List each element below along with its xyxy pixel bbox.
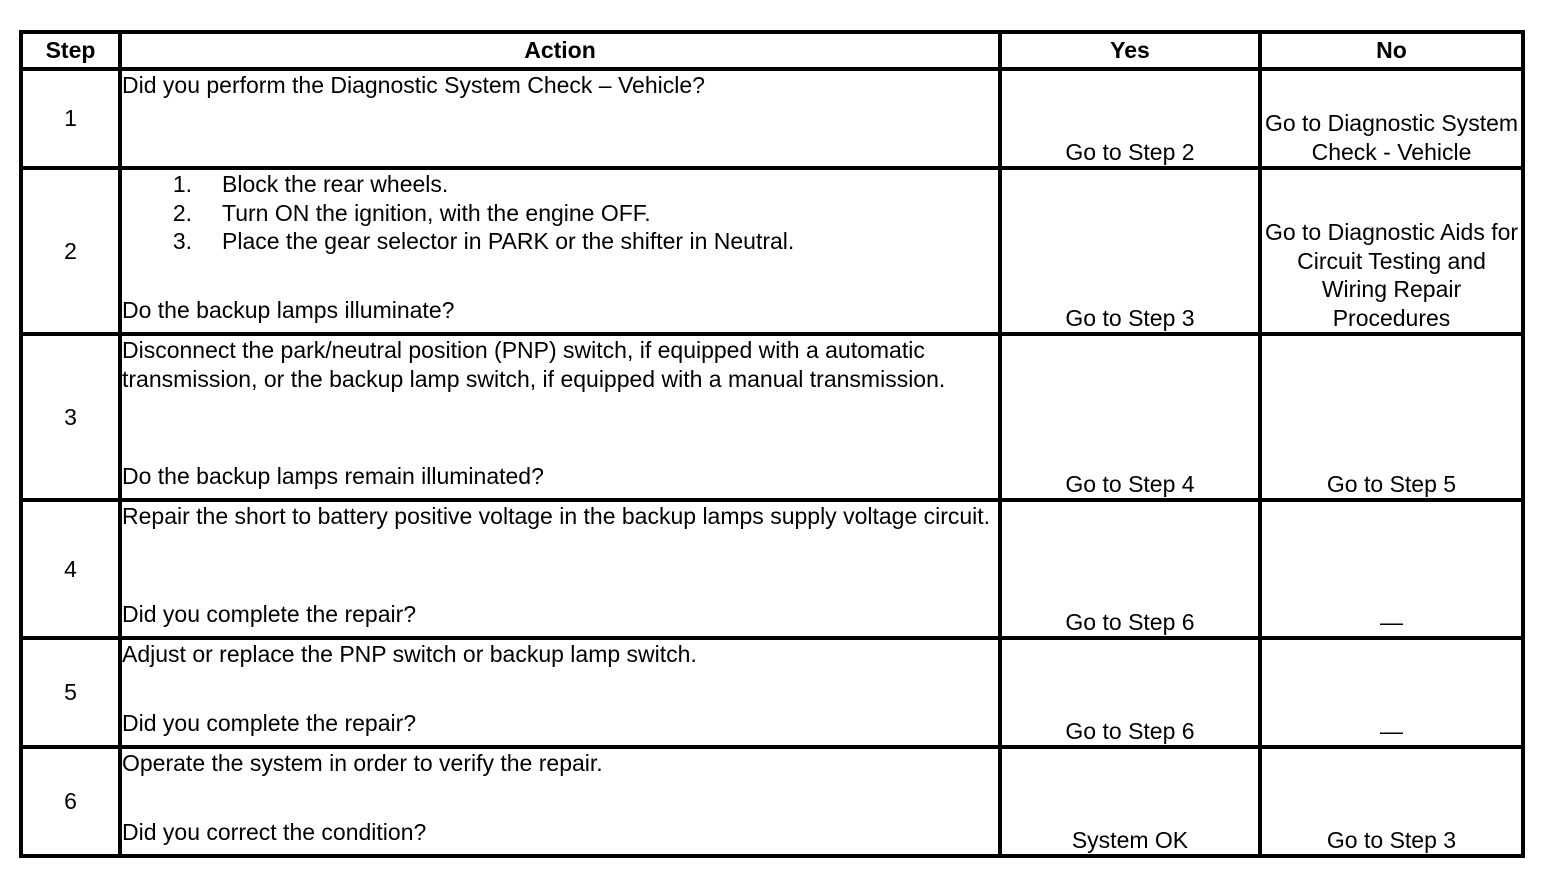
- action-cell: [120, 168, 1000, 334]
- action-cell: [120, 334, 1000, 500]
- header-action: Action: [120, 32, 1000, 69]
- table-row: [21, 500, 1523, 638]
- yes-cell: Go to Step 3: [1000, 168, 1260, 334]
- yes-cell: Go to Step 6: [1000, 500, 1260, 638]
- no-cell: Go to Step 5: [1260, 334, 1523, 500]
- yes-cell: System OK: [1000, 747, 1260, 856]
- no-cell: —: [1260, 638, 1523, 747]
- action-question: Did you correct the condition?: [122, 818, 427, 845]
- action-instruction: Adjust or replace the PNP switch or backup lamp switch.: [122, 641, 697, 667]
- header-no: No: [1260, 32, 1523, 69]
- no-cell: Go to Step 3: [1260, 747, 1523, 856]
- no-cell: Go to Diagnostic Aids for Circuit Testing and Wiring Repair Procedures: [1260, 168, 1523, 334]
- table-row: [21, 69, 1523, 168]
- action-instruction: Repair the short to battery positive voltage in the backup lamps supply voltage circuit.: [122, 503, 991, 529]
- yes-cell: Go to Step 6: [1000, 638, 1260, 747]
- step-number: 5: [21, 638, 120, 747]
- action-cell: [120, 747, 1000, 856]
- yes-cell: Go to Step 4: [1000, 334, 1260, 500]
- list-item: 1. Block the rear wheels.: [172, 171, 449, 197]
- action-question: Did you complete the repair?: [122, 709, 417, 736]
- table-row: [21, 334, 1523, 500]
- step-number: 6: [21, 747, 120, 856]
- action-instruction: Disconnect the park/neutral position (PNP) switch, if equipped with a automatic transmission, or the backup lamp switch, if equipped with a manual transmission.: [122, 337, 946, 392]
- action-cell: [120, 500, 1000, 638]
- action-cell: [120, 69, 1000, 168]
- table-row: [21, 168, 1523, 334]
- diagnostic-table: [19, 30, 1525, 858]
- action-instruction: Did you perform the Diagnostic System Check – Vehicle?: [122, 72, 705, 98]
- table-row: [21, 747, 1523, 856]
- no-cell: Go to Diagnostic System Check - Vehicle: [1260, 69, 1523, 168]
- step-number: 1: [21, 69, 120, 168]
- action-question: Did you complete the repair?: [122, 600, 417, 627]
- step-number: 4: [21, 500, 120, 638]
- header-row: [21, 32, 1523, 69]
- yes-cell: Go to Step 2: [1000, 69, 1260, 168]
- header-yes: Yes: [1000, 32, 1260, 69]
- action-cell: [120, 638, 1000, 747]
- action-question: Do the backup lamps illuminate?: [122, 296, 455, 323]
- header-step: Step: [21, 32, 120, 69]
- action-step-list: [122, 170, 998, 256]
- action-question: Do the backup lamps remain illuminated?: [122, 462, 544, 489]
- step-number: 3: [21, 334, 120, 500]
- no-cell: —: [1260, 500, 1523, 638]
- step-number: 2: [21, 168, 120, 334]
- list-item: 3. Place the gear selector in PARK or the shifter in Neutral.: [172, 228, 795, 254]
- action-instruction: Operate the system in order to verify the repair.: [122, 750, 603, 776]
- list-item: 2. Turn ON the ignition, with the engine OFF.: [172, 199, 651, 226]
- table-row: [21, 638, 1523, 747]
